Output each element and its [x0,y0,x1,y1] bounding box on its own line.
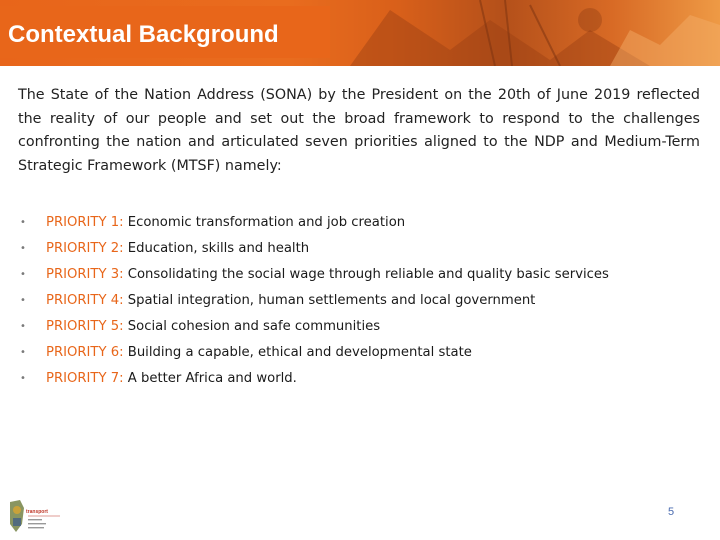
priority-label: PRIORITY 1: [46,215,124,230]
list-item [18,366,700,392]
priority-text: Social cohesion and safe communities [123,319,381,334]
bullet-icon: • [20,243,26,254]
bullet-icon: • [20,217,26,228]
priority-text: Building a capable, ethical and developmental state [123,345,472,360]
priority-label: PRIORITY 4: [46,293,124,308]
priority-text: Education, skills and health [123,241,310,256]
list-item [18,340,700,366]
logo-text: transport [26,509,48,515]
bullet-icon: • [20,347,26,358]
bullet-icon: • [20,295,26,306]
priority-text: Consolidating the social wage through reliable and quality basic services [123,267,609,282]
list-item [18,314,700,340]
page-number: 5 [668,506,675,518]
header-decorative-image [330,0,720,66]
list-item [18,262,700,288]
priority-label: PRIORITY 2: [46,241,124,256]
slide-header [0,0,720,66]
priority-text: A better Africa and world. [123,371,297,386]
priority-list [18,210,700,392]
bullet-icon: • [20,321,26,332]
list-item [18,236,700,262]
priority-label: PRIORITY 7: [46,371,124,386]
intro-paragraph: The State of the Nation Address (SONA) by the President on the 20th of June 2019 reflected the reality of our people and set out the broad framework to respond to the challenges confronting the nation and articulated seven priorities aligned to the NDP and Medium-Term Strategic Framework (MTSF) namely: [18,87,700,174]
coat-of-arms-icon [6,496,66,536]
priority-label: PRIORITY 6: [46,345,124,360]
priority-text: Economic transformation and job creation [123,215,406,230]
bullet-icon: • [20,373,26,384]
slide-title: Contextual Background [0,6,330,58]
priority-text: Spatial integration, human settlements and local government [123,293,536,308]
priority-label: PRIORITY 3: [46,267,124,282]
list-item [18,210,700,236]
list-item [18,288,700,314]
bullet-icon: • [20,269,26,280]
priority-label: PRIORITY 5: [46,319,124,334]
